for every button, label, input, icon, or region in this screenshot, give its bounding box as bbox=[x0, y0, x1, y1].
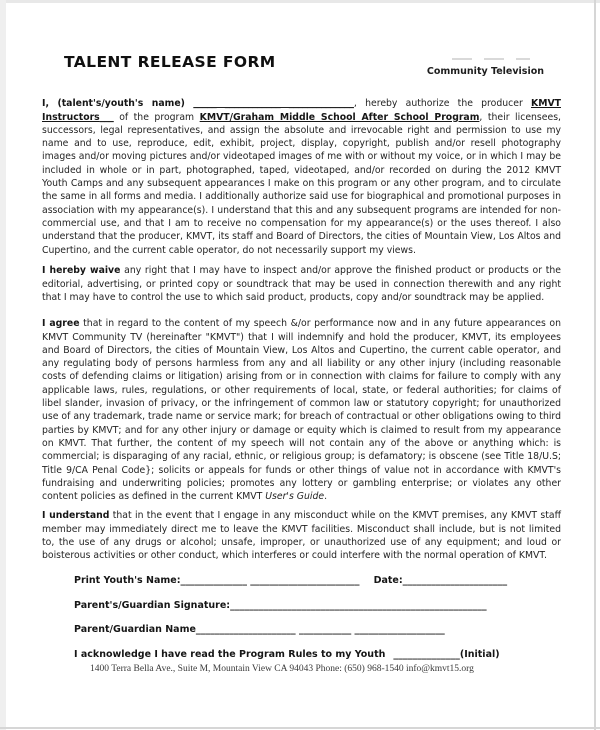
youth-name-inline-field[interactable]: _____ ____________ ______________ bbox=[193, 98, 354, 110]
authorization-lead-text: I, (talent's/youth's name) bbox=[42, 98, 194, 110]
agreement-body-text: that in regard to the content of my speech &/or performance now and in any future appearances on KMVT Community TV (hereinafter "KMVT") that I will indemnify and hold the producer, KMVT, its employees and Board of Directors, the cities of Mountain View, Los Altos and Cupertino, the current cable operator, and any regulating body of persons harmless from any and all liability or any other injury (including reasonable costs of defending claims or litigation) arising from or in connection with claims for failure to comply with any applicable laws, rules, regulations, or other requirements of local, state, or federal authorities; for claims of libel slander, invasion of privacy, or the infringement of common law or statutory copyright; for unauthorized use of any trademark, trade name or service mark; for breach of contractual or other obligations owing to third parties by KMVT; and for any other injury or damage or equity which is claimed to result from my appearance on KMVT. That further, the content of my speech will not contain any of the above or anything which: is commercial; is disparaging of any racial, ethnic, or religious group; is defamatory; is obscene (see Title 18/U.S; Title 9/CA Penal Code}; solicits or appeals for funds or other things of value not in accordance with KMVT's fundraising and underwriting policies; promotes any lottery or gambling enterprise; or violates any other content policies as defined in the current KMVT bbox=[42, 318, 562, 503]
parent-guardian-name-field[interactable]: _____________________ ___________ ___________________ bbox=[195, 624, 445, 635]
agreement-tail-text: . bbox=[324, 491, 328, 503]
form-title: TALENT RELEASE FORM bbox=[64, 53, 276, 72]
waiver-lead-text: I hereby waive bbox=[42, 265, 121, 277]
agreement-lead-text: I agree bbox=[42, 318, 80, 330]
faded-logo-mark bbox=[452, 58, 530, 60]
parent-guardian-signature-field[interactable]: ______________________________________________________ bbox=[230, 600, 487, 611]
authorization-mid-text: of the program bbox=[113, 111, 200, 123]
authorization-after-blank-text: , hereby authorize the producer bbox=[353, 98, 531, 110]
print-youth-name-field[interactable]: ______________ _______________________ bbox=[180, 575, 360, 586]
paragraph-conduct bbox=[42, 509, 561, 562]
program-rules-initial-field[interactable]: ______________ bbox=[393, 649, 460, 660]
producer-name-text: KMVT Instructors bbox=[42, 98, 561, 123]
waiver-rest-text: any right that I may have to inspect and/or approve the finished product or products or the editorial, advertising, or printed copy or soundtrack that may be used in connection therewith and any right that I may have to control the use to which said product, products, copy and/or soundtrack may be applied. bbox=[42, 265, 561, 303]
scan-edge-left bbox=[0, 0, 6, 730]
signature-row-guardian-signature bbox=[74, 600, 487, 611]
paragraph-authorization bbox=[42, 97, 561, 257]
scan-edge-right bbox=[594, 0, 596, 730]
signature-row-guardian-name bbox=[74, 624, 445, 635]
scan-edge-bottom bbox=[0, 727, 600, 729]
signature-row-acknowledge bbox=[74, 649, 500, 660]
guardian-signature-label: Parent's/Guardian Signature: bbox=[74, 600, 231, 611]
footer-address: 1400 Terra Bella Ave., Suite M, Mountain View CA 94043 Phone: (650) 968-1540 info@kmvt15.org bbox=[90, 664, 474, 674]
org-wordmark: Community Television bbox=[426, 66, 544, 77]
producer-blank: ___ bbox=[99, 111, 114, 123]
paragraph-agreement bbox=[42, 317, 561, 503]
date-field[interactable]: ______________________ bbox=[402, 575, 508, 586]
users-guide-text: User's Guide bbox=[265, 491, 325, 503]
print-name-label: Print Youth's Name: bbox=[74, 575, 181, 586]
initial-label: (Initial) bbox=[459, 649, 500, 660]
date-label: Date: bbox=[373, 575, 403, 586]
signature-row-print-name bbox=[74, 575, 507, 586]
authorization-rest-text: , their licensees, successors, legal representatives, and assign the absolute and irrevocable right and permission to use my name and to use, reproduce, edit, exhibit, project, display, copyright, publish and/or resell photography images and/or moving pictures and/or videotaped images of me with or without my voice, or in which I may be included in whole or in part, photographed, taped, videotaped, and/or recorded on during the 2012 KMVT Youth Camps and any subsequent appearances I make on this program or any other program, and to circulate the same in all forms and media. I additionally authorize said use for biographical and promotional purposes in association with my appearance(s). I understand that this and any subsequent programs are intended for non-commercial use, and that I am to receive no compensation for my appearance(s) or the uses thereof. I also understand that the producer, KMVT, its staff and Board of Directors, the cities of Mountain View, Los Altos and Cupertino, and the current cable operator, do not necessarily support my views. bbox=[42, 111, 562, 256]
acknowledge-label: I acknowledge I have read the Program Rules to my Youth bbox=[74, 649, 386, 660]
paragraph-waiver bbox=[42, 264, 561, 304]
conduct-lead-text: I understand bbox=[42, 510, 110, 522]
guardian-name-label: Parent/Guardian Name bbox=[74, 624, 196, 635]
program-name-text: KMVT/Graham Middle School After School Program bbox=[199, 111, 480, 123]
scan-edge-top bbox=[0, 0, 600, 3]
conduct-rest-text: that in the event that I engage in any misconduct while on the KMVT premises, any KMVT staff member may immediately direct me to leave the KMVT facilities. Misconduct shall include, but is not limited to, the use of any drugs or alcohol; unsafe, improper, or unauthorized use of any equipment; and loud or boisterous activities or other conduct, which interferes or could interfere with the normal operation of KMVT. bbox=[42, 510, 561, 562]
